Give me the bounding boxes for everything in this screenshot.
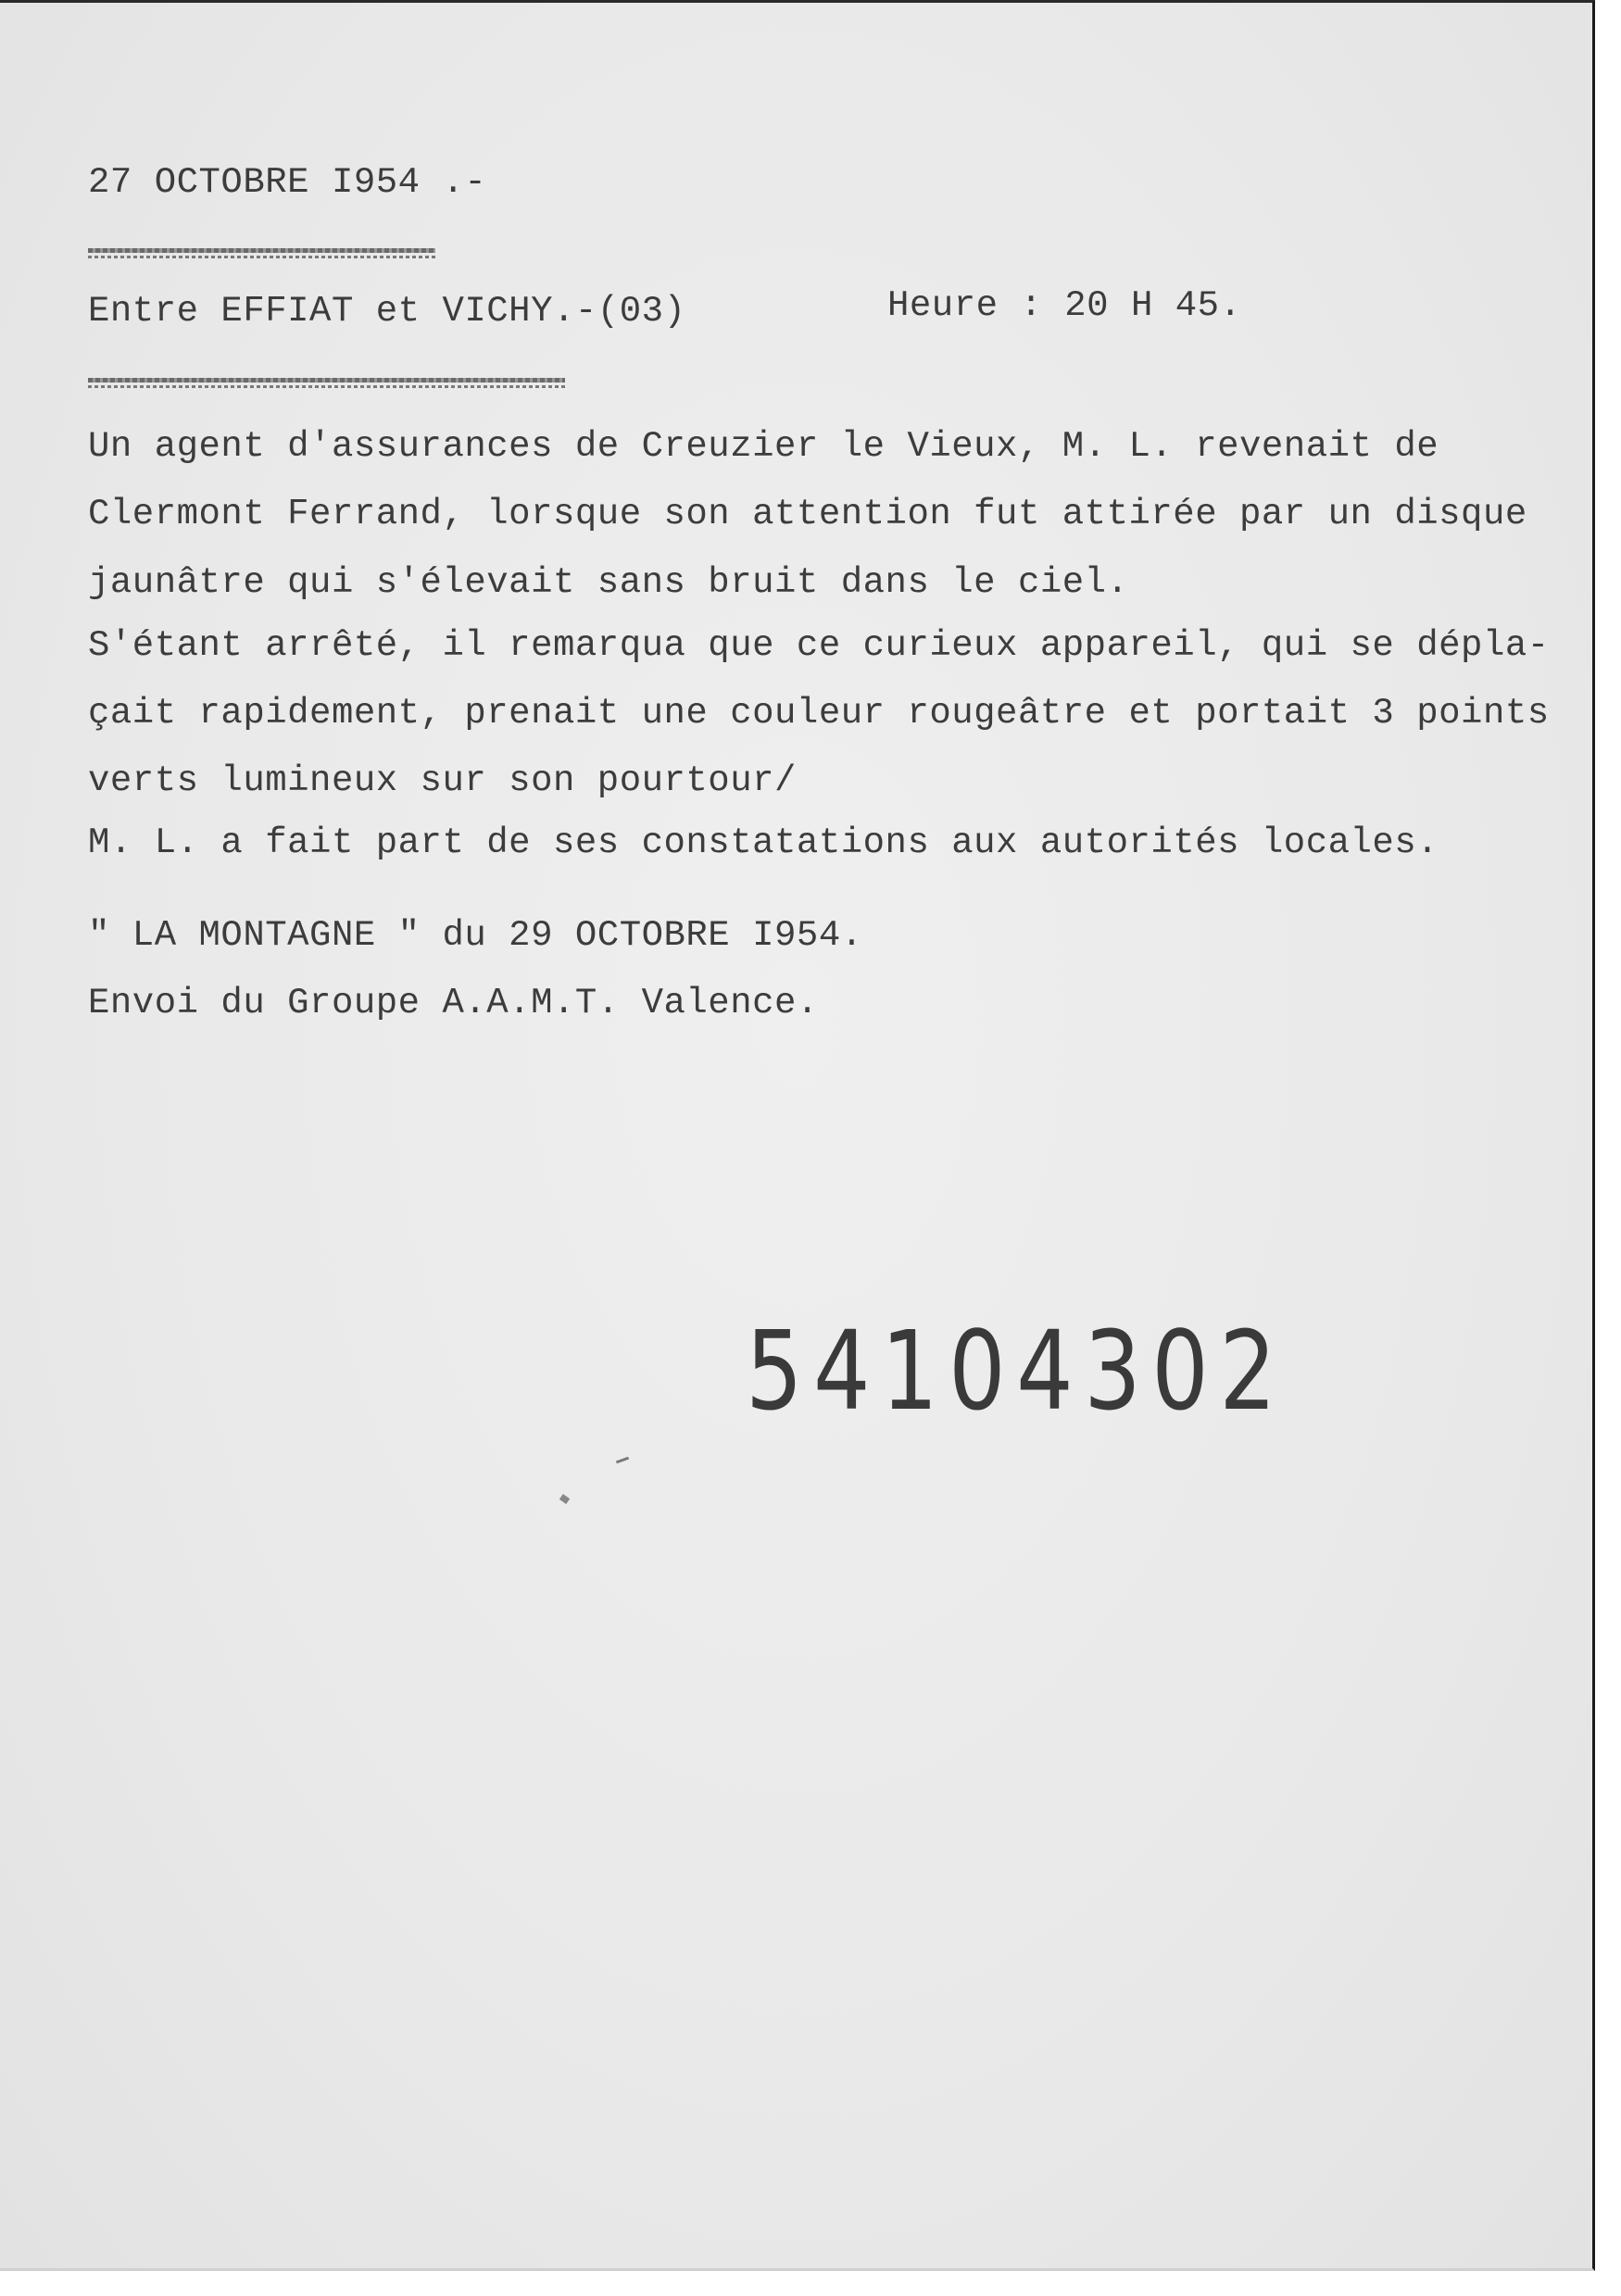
location-underline xyxy=(88,378,565,383)
paper-speck xyxy=(616,1457,629,1464)
body-line: M. L. a fait part de ses constatations aux autorités locales. xyxy=(88,822,1439,863)
document-time: Heure : 20 H 45. xyxy=(887,285,1242,326)
body-line: verts lumineux sur son pourtour/ xyxy=(88,760,797,801)
body-line: S'étant arrêté, il remarqua que ce curieux appareil, qui se dépla- xyxy=(88,625,1550,666)
date-underline xyxy=(88,248,435,253)
document-location: Entre EFFIAT et VICHY.-(03) xyxy=(88,291,686,332)
body-line: çait rapidement, prenait une couleur rougeâtre et portait 3 points xyxy=(88,693,1550,734)
body-line: Un agent d'assurances de Creuzier le Vieux, M. L. revenait de xyxy=(88,426,1439,467)
catalog-number-stamp: 54104302 xyxy=(746,1307,1288,1435)
body-line: Clermont Ferrand, lorsque son attention fut attirée par un disque xyxy=(88,494,1527,534)
source-line: " LA MONTAGNE " du 29 OCTOBRE I954. xyxy=(88,915,863,956)
body-line: jaunâtre qui s'élevait sans bruit dans le ciel. xyxy=(88,562,1129,603)
document-date: 27 OCTOBRE I954 .- xyxy=(88,162,487,203)
paper-speck xyxy=(559,1494,570,1504)
sender-line: Envoi du Groupe A.A.M.T. Valence. xyxy=(88,983,819,1023)
